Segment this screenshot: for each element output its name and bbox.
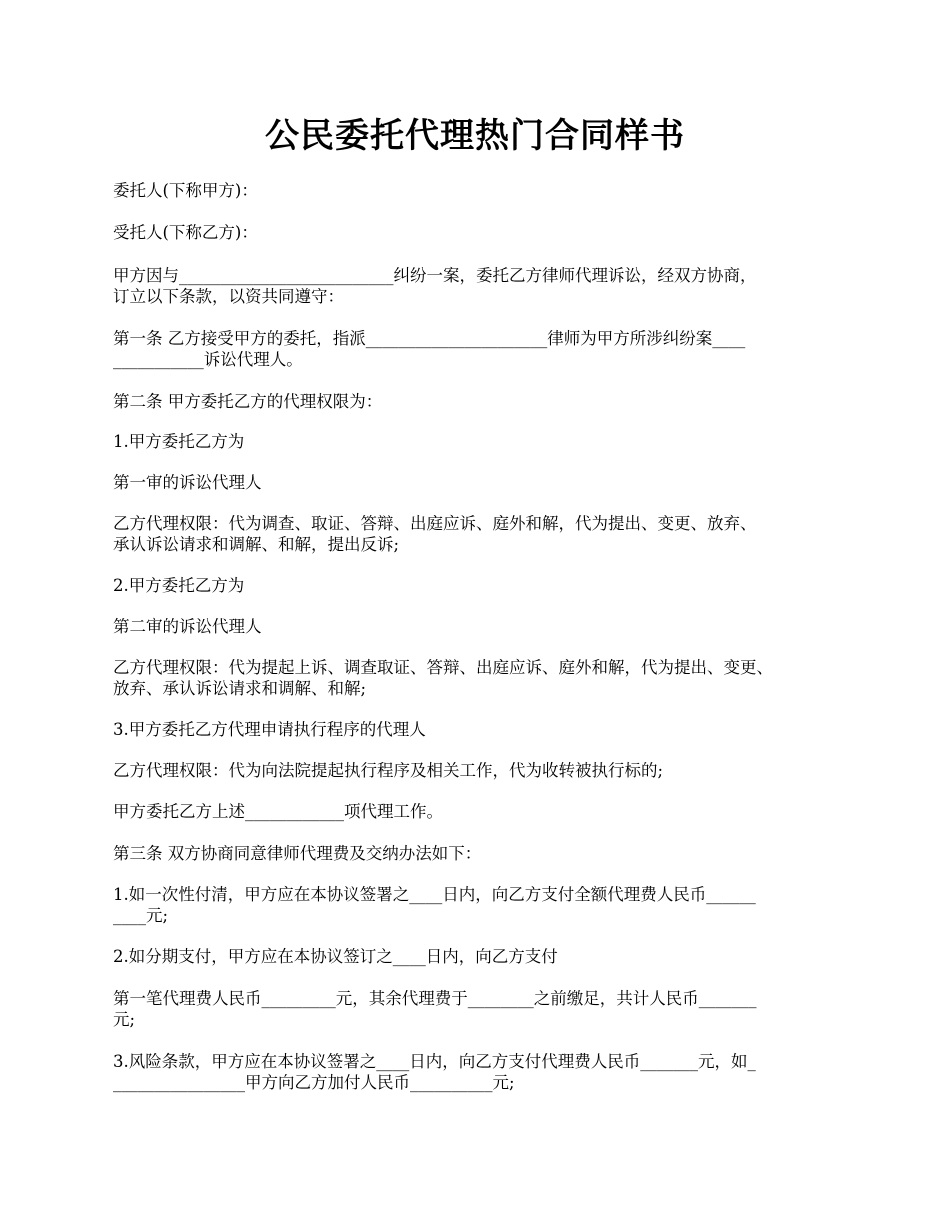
paragraph-line: 第一审的诉讼代理人 bbox=[113, 473, 262, 492]
paragraph-authority-2 bbox=[113, 657, 843, 699]
paragraph-item-1 bbox=[113, 431, 843, 452]
paragraph-line: ____元; bbox=[113, 906, 169, 925]
paragraph-line: 元; bbox=[113, 1010, 136, 1029]
paragraph-line: 甲方委托乙方上述____________项代理工作。 bbox=[113, 802, 443, 821]
paragraph-line: 承认诉讼请求和调解、和解，提出反诉; bbox=[113, 535, 400, 554]
paragraph-line: 乙方代理权限：代为向法院提起执行程序及相关工作，代为收转被执行标的; bbox=[113, 761, 664, 780]
paragraph-line: 3.甲方委托乙方代理申请执行程序的代理人 bbox=[113, 720, 426, 739]
paragraph-scope bbox=[113, 801, 843, 822]
paragraph-line: 第一条 乙方接受甲方的委托，指派______________________律师为甲方所涉纠纷案____ bbox=[113, 329, 746, 348]
paragraph-line: 2.甲方委托乙方为 bbox=[113, 576, 245, 595]
paragraph-article-2 bbox=[113, 391, 843, 412]
document-title: 公民委托代理热门合同样书 bbox=[265, 116, 685, 156]
paragraph-line: 第一笔代理费人民币_________元，其余代理费于________之前缴足，共计人民币_______ bbox=[113, 989, 757, 1008]
paragraph-line: 乙方代理权限：代为调查、取证、答辩、出庭应诉、庭外和解，代为提出、变更、放弃、 bbox=[113, 514, 757, 533]
paragraph-article-3 bbox=[113, 843, 843, 864]
paragraph-line: 乙方代理权限：代为提起上诉、调查取证、答辩、出庭应诉、庭外和解，代为提出、变更、 bbox=[113, 658, 773, 677]
paragraph-line: 1.如一次性付清，甲方应在本协议签署之____日内，向乙方支付全额代理费人民币______ bbox=[113, 885, 756, 904]
paragraph-item-3 bbox=[113, 719, 843, 740]
paragraph-payment-2 bbox=[113, 946, 843, 967]
paragraph-line: ___________诉讼代理人。 bbox=[113, 350, 303, 369]
paragraph-line: 委托人(下称甲方)： bbox=[113, 181, 258, 200]
paragraph-line: 3.风险条款，甲方应在本协议签署之____日内，向乙方支付代理费人民币_______元，如_ bbox=[113, 1052, 756, 1071]
paragraph-line: 第二条 甲方委托乙方的代理权限为： bbox=[113, 392, 383, 411]
paragraph-first-instance bbox=[113, 472, 843, 493]
paragraph-payment-1 bbox=[113, 884, 843, 926]
paragraph-principal bbox=[113, 180, 843, 201]
paragraph-first-installment bbox=[113, 988, 843, 1030]
paragraph-preamble bbox=[113, 265, 843, 307]
paragraph-line: 放弃、承认诉讼请求和调解、和解; bbox=[113, 679, 367, 698]
paragraph-line: 第二审的诉讼代理人 bbox=[113, 617, 262, 636]
paragraph-line: 订立以下条款，以资共同遵守： bbox=[113, 287, 344, 306]
paragraph-authority-1 bbox=[113, 513, 843, 555]
paragraph-line: ________________甲方向乙方加付人民币__________元; bbox=[113, 1073, 515, 1092]
paragraph-agent bbox=[113, 222, 843, 243]
paragraph-line: 甲方因与__________________________纠纷一案，委托乙方律师代理诉讼，经双方协商， bbox=[113, 266, 757, 285]
paragraph-line: 1.甲方委托乙方为 bbox=[113, 432, 245, 451]
paragraph-article-1 bbox=[113, 328, 843, 370]
paragraph-authority-3 bbox=[113, 760, 843, 781]
paragraph-item-2 bbox=[113, 575, 843, 596]
paragraph-line: 2.如分期支付，甲方应在本协议签订之____日内，向乙方支付 bbox=[113, 947, 558, 966]
paragraph-second-instance bbox=[113, 616, 843, 637]
paragraph-line: 受托人(下称乙方)： bbox=[113, 223, 258, 242]
paragraph-risk-clause bbox=[113, 1051, 843, 1093]
paragraph-line: 第三条 双方协商同意律师代理费及交纳办法如下： bbox=[113, 844, 482, 863]
